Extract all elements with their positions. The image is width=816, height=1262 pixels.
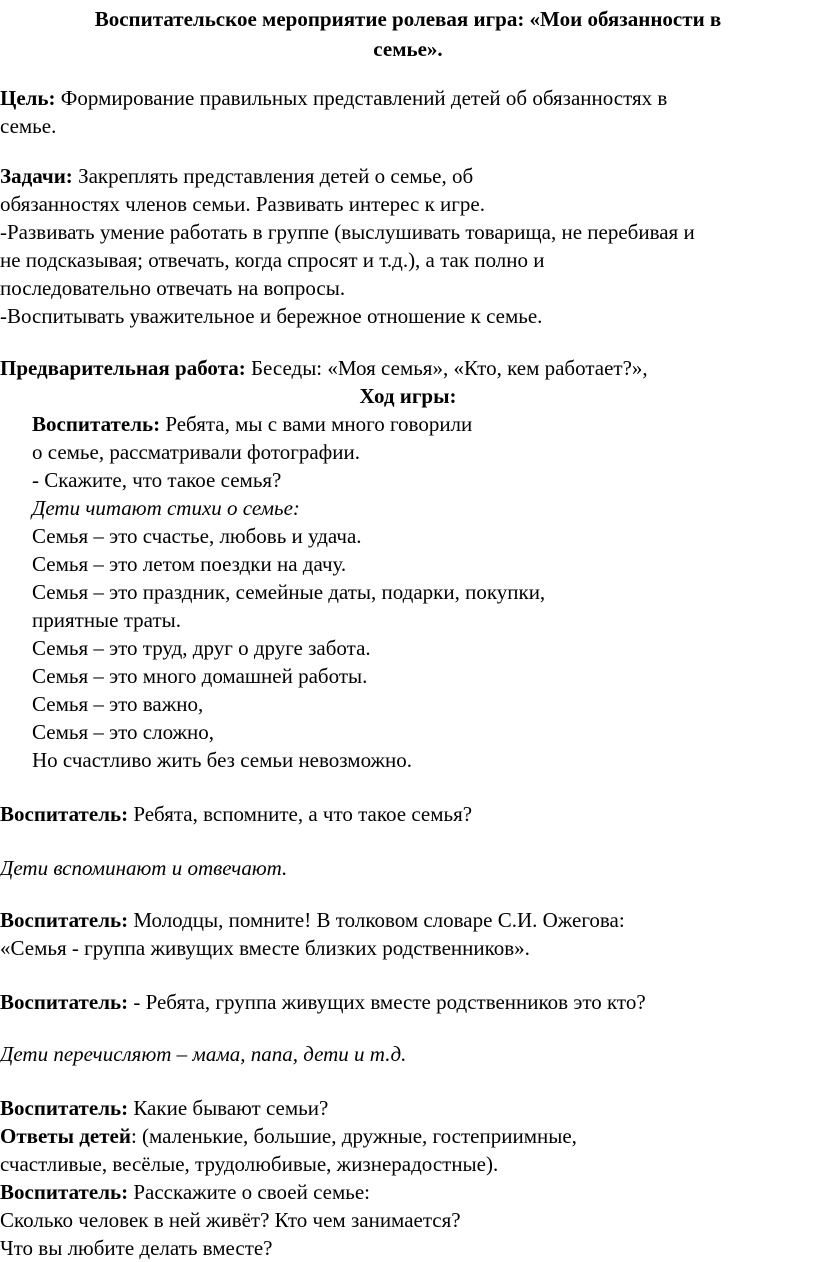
tasks-line-4: не подсказывая; отвечать, когда спросят и т.д.), а так полно и xyxy=(0,248,545,272)
poem-line: Семья – это сложно, xyxy=(32,720,215,744)
intro-line-3: - Скажите, что такое семья? xyxy=(32,468,282,492)
speaker-label: Воспитатель: xyxy=(0,1096,129,1120)
dialogue-2 xyxy=(0,854,816,882)
answers-label: Ответы детей xyxy=(0,1124,131,1148)
tasks-line-5: последовательно отвечать на вопросы. xyxy=(0,276,346,300)
tasks-line-1 xyxy=(0,162,816,190)
intro-label: Воспитатель: xyxy=(32,412,161,436)
intro-section xyxy=(0,410,816,774)
intro-text: Ребята, мы с вами много говорили xyxy=(160,412,473,436)
dialogue-note: Дети вспоминают и отвечают. xyxy=(0,856,288,880)
title-line-2: семье». xyxy=(373,37,443,61)
title-line-1: Воспитательское мероприятие ролевая игра: «Мои обязанности в xyxy=(94,7,722,31)
dialogue-6 xyxy=(0,1094,816,1262)
tasks-line-3: -Развивать умение работать в группе (выслушивать товарища, не перебивая и xyxy=(0,220,695,244)
dialogue-3 xyxy=(0,906,816,962)
prep-section xyxy=(0,354,816,410)
game-heading: Ход игры: xyxy=(359,384,457,408)
goal-label: Цель: xyxy=(0,86,56,110)
intro-line-1 xyxy=(32,410,816,438)
poem-line: Семья – это летом поездки на дачу. xyxy=(32,552,347,576)
question-line-1: Сколько человек в ней живёт? Кто чем занимается? xyxy=(0,1208,461,1232)
prep-line xyxy=(0,354,816,382)
document-title xyxy=(0,4,816,64)
intro-line-2: о семье, рассматривали фотографии. xyxy=(32,440,361,464)
dialogue-text: Какие бывают семьи? xyxy=(128,1096,329,1120)
question-line-2: Что вы любите делать вместе? xyxy=(0,1236,273,1260)
poem-line: Семья – это труд, друг о друге забота. xyxy=(32,636,371,660)
goal-line-2: семье. xyxy=(0,114,57,138)
dialogue-text: Ребята, вспомните, а что такое семья? xyxy=(128,802,473,826)
dialogue-4 xyxy=(0,988,816,1016)
goal-text: Формирование правильных представлений детей об обязанностях в xyxy=(55,86,668,110)
poem-line: Но счастливо жить без семьи невозможно. xyxy=(32,748,413,772)
answers-text: : (маленькие, большие, дружные, гостеприимные, xyxy=(130,1124,577,1148)
goal-section xyxy=(0,84,816,140)
poem-line: Семья – это много домашней работы. xyxy=(32,664,368,688)
dialogue-5 xyxy=(0,1040,816,1068)
prep-label: Предварительная работа: xyxy=(0,356,246,380)
tasks-label: Задачи: xyxy=(0,164,73,188)
poem-line: приятные траты. xyxy=(32,608,181,632)
dialogue-text: Расскажите о своей семье: xyxy=(128,1180,370,1204)
dialogue-text: - Ребята, группа живущих вместе родственников это кто? xyxy=(128,990,646,1014)
speaker-label: Воспитатель: xyxy=(0,802,129,826)
goal-line-1 xyxy=(0,84,816,112)
dialogue-text: Молодцы, помните! В толковом словаре С.И. Ожегова: xyxy=(128,908,625,932)
speaker-label: Воспитатель: xyxy=(0,1180,129,1204)
dialogue-note: Дети перечисляют – мама, папа, дети и т.д. xyxy=(0,1042,407,1066)
poem-line: Семья – это праздник, семейные даты, подарки, покупки, xyxy=(32,580,546,604)
tasks-line-6: -Воспитывать уважительное и бережное отношение к семье. xyxy=(0,304,543,328)
poem-line: Семья – это счастье, любовь и удача. xyxy=(32,524,362,548)
tasks-line-2: обязанностях членов семьи. Развивать интерес к игре. xyxy=(0,192,485,216)
speaker-label: Воспитатель: xyxy=(0,990,129,1014)
answers-line-2: счастливые, весёлые, трудолюбивые, жизнерадостные). xyxy=(0,1152,499,1176)
poem-line: Семья – это важно, xyxy=(32,692,204,716)
speaker-label: Воспитатель: xyxy=(0,908,129,932)
intro-note: Дети читают стихи о семье: xyxy=(32,496,300,520)
dictionary-quote: «Семья - группа живущих вместе близких родственников». xyxy=(0,936,530,960)
dialogue-1 xyxy=(0,800,816,828)
tasks-section xyxy=(0,162,816,330)
prep-text: Беседы: «Моя семья», «Кто, кем работает?», xyxy=(245,356,648,380)
tasks-text: Закреплять представления детей о семье, об xyxy=(72,164,474,188)
